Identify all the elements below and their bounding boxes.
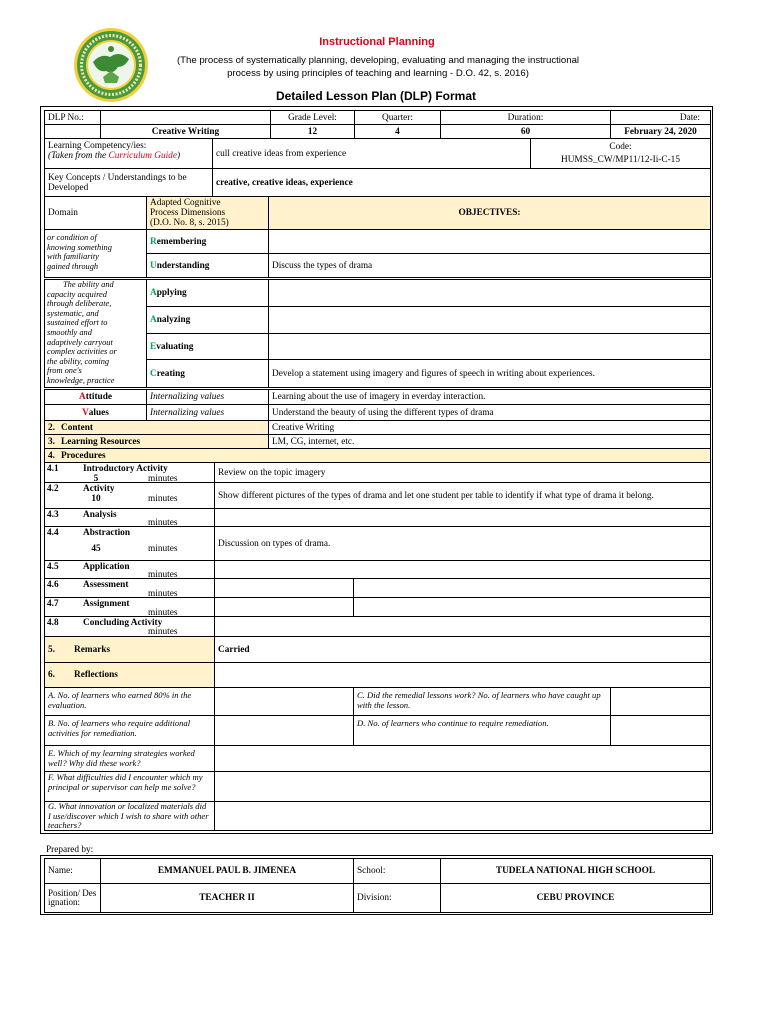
division-label: Division: [353, 883, 441, 913]
code-label: Code: [609, 142, 632, 152]
values-process: Internalizing values [146, 404, 269, 421]
content-label: 2. Content [44, 420, 269, 435]
remembering-label: R emembering [146, 229, 269, 254]
reflection-answer-f [214, 771, 711, 802]
reflection-question-f: F. What difficulties did I encounter which my principal or supervisor can help me solve? [44, 771, 215, 802]
reflection-question-e: E. Which of my learning strategies worked well? Why did these work? [44, 745, 215, 772]
school-label: School: [353, 858, 441, 884]
school-name: TUDELA NATIONAL HIGH SCHOOL [440, 858, 711, 884]
procedure-label: 4.1 Introductory Activity 5 minutes [44, 462, 215, 483]
reflection-question-c: C. Did the remedial lessons work? No. of learners who have caught up with the lesson. [353, 687, 611, 716]
reflection-question-b: B. No. of learners who require additional activities for remediation. [44, 715, 215, 746]
applying-label: A pplying [146, 279, 269, 307]
remarks-label: 5. Remarks [44, 636, 215, 663]
curriculum-guide-highlight: Curriculum Guide [108, 151, 177, 161]
teacher-name: EMMANUEL PAUL B. JIMENEA [100, 858, 354, 884]
procedure-label: 4.6 Assessment minutes [44, 578, 215, 598]
understanding-objective: Discuss the types of drama [268, 253, 711, 278]
code-value: HUMSS_CW/MP11/12-Ii-C-15 [561, 155, 680, 165]
quarter-label: Quarter: [354, 110, 441, 125]
values-objective: Understand the beauty of using the different types of drama [268, 404, 711, 421]
remarks-value: Carried [214, 636, 711, 663]
reflection-answer-g [214, 801, 711, 831]
position-label: Position/ Designation: [44, 883, 101, 913]
procedure-content [214, 508, 711, 527]
prepared-by-label: Prepared by: [46, 845, 94, 855]
understanding-label: U nderstanding [146, 253, 269, 278]
procedure-extra-cell [353, 578, 711, 598]
competency-label-cell [44, 138, 213, 169]
duration-value: 60 [440, 124, 611, 139]
reflection-answer-a [214, 687, 354, 716]
procedure-content [214, 616, 711, 637]
header-description [140, 54, 616, 80]
reflection-question-a: A. No. of learners who earned 80% in the evaluation. [44, 687, 215, 716]
header-title: Instructional Planning [319, 36, 435, 48]
duration-label: Duration: [440, 110, 611, 125]
code-cell [530, 138, 711, 169]
procedures-header: 4. Procedures [44, 448, 711, 463]
form-title: Detailed Lesson Plan (DLP) Format [275, 89, 477, 103]
procedure-label: 4.8 Concluding Activity minutes [44, 616, 215, 637]
dlp-blank-cell [44, 124, 101, 139]
reflection-answer-e [214, 745, 711, 772]
dlp-no-value [100, 110, 271, 125]
procedure-extra-cell [353, 597, 711, 617]
procedure-label: 4.5 Application minutes [44, 560, 215, 579]
division-name: CEBU PROVINCE [440, 883, 711, 913]
skills-domain-description: The ability and capacity acquired through deliberate, systematic, and sustained effort to smoothly and adaptively carryout complex activities or the ability, coming from one's knowledge, practice [44, 279, 147, 388]
date-value: February 24, 2020 [610, 124, 711, 139]
competency-label: Learning Competency/ies: [48, 141, 147, 151]
reflection-question-d: D. No. of learners who continue to require remediation. [353, 715, 611, 746]
grade-level-value: 12 [270, 124, 355, 139]
subject-value: Creative Writing [100, 124, 271, 139]
procedure-label: 4.7 Assignment minutes [44, 597, 215, 617]
reflection-answer-b [214, 715, 354, 746]
procedure-content: Show different pictures of the types of drama and let one student per table to identify if what type of drama it belong. [214, 482, 711, 509]
analyzing-objective [268, 306, 711, 334]
teacher-position: TEACHER II [100, 883, 354, 913]
key-concepts-value: creative, creative ideas, experience [212, 168, 711, 197]
name-label: Name: [44, 858, 101, 884]
procedure-content: Discussion on types of drama. [214, 526, 711, 561]
dlp-no-label: DLP No.: [44, 110, 101, 125]
competency-value: cull creative ideas from experience [212, 138, 531, 169]
procedure-content [214, 578, 354, 598]
procedure-label: 4.3 Analysis minutes [44, 508, 215, 527]
deped-seal-logo [73, 27, 149, 103]
procedure-label: 4.2 Activity 10 minutes [44, 482, 215, 509]
creating-objective: Develop a statement using imagery and figures of speech in writing about experiences. [268, 359, 711, 388]
header-description-line1: (The process of systematically planning, developing, evaluating and managing the instructional [176, 55, 580, 66]
values-label: V alues [44, 404, 147, 421]
evaluating-label: E valuating [146, 333, 269, 360]
reflections-value [214, 662, 711, 688]
remembering-objective [268, 229, 711, 254]
reflection-answer-d [610, 715, 711, 746]
cognitive-header: Adapted Cognitive Process Dimensions (D.O. No. 8, s. 2015) [146, 196, 269, 230]
objectives-header: OBJECTIVES: [268, 196, 711, 230]
content-value: Creative Writing [268, 420, 711, 435]
procedure-content [214, 560, 711, 579]
grade-level-label: Grade Level: [270, 110, 355, 125]
evaluating-objective [268, 333, 711, 360]
date-label: Date: [610, 110, 711, 125]
procedure-label: 4.4 Abstraction 45 minutes [44, 526, 215, 561]
procedure-content: Review on the topic imagery [214, 462, 711, 483]
reflection-question-g: G. What innovation or localized materials did I use/discover which I wish to share with other teachers? [44, 801, 215, 831]
header-description-line2: process by using principles of teaching and learning - D.O. 42, s. 2016) [227, 68, 529, 79]
creating-label: C reating [146, 359, 269, 388]
learning-resources-value: LM, CG, internet, etc. [268, 434, 711, 449]
reflections-label: 6. Reflections [44, 662, 215, 688]
analyzing-label: A nalyzing [146, 306, 269, 334]
quarter-value: 4 [354, 124, 441, 139]
learning-resources-label: 3. Learning Resources [44, 434, 269, 449]
procedure-content [214, 597, 354, 617]
key-concepts-label: Key Concepts / Understandings to be Developed [44, 168, 213, 197]
competency-source: (Taken from the Curriculum Guide) [48, 151, 181, 161]
reflection-answer-c [610, 687, 711, 716]
applying-objective [268, 279, 711, 307]
domain-header: Domain [44, 196, 147, 230]
knowledge-domain-description: or condition of knowing something with familiarity gained through [44, 229, 147, 278]
attitude-label: A ttitude [44, 389, 147, 405]
attitude-objective: Learning about the use of imagery in everday interaction. [268, 389, 711, 405]
attitude-process: Internalizing values [146, 389, 269, 405]
